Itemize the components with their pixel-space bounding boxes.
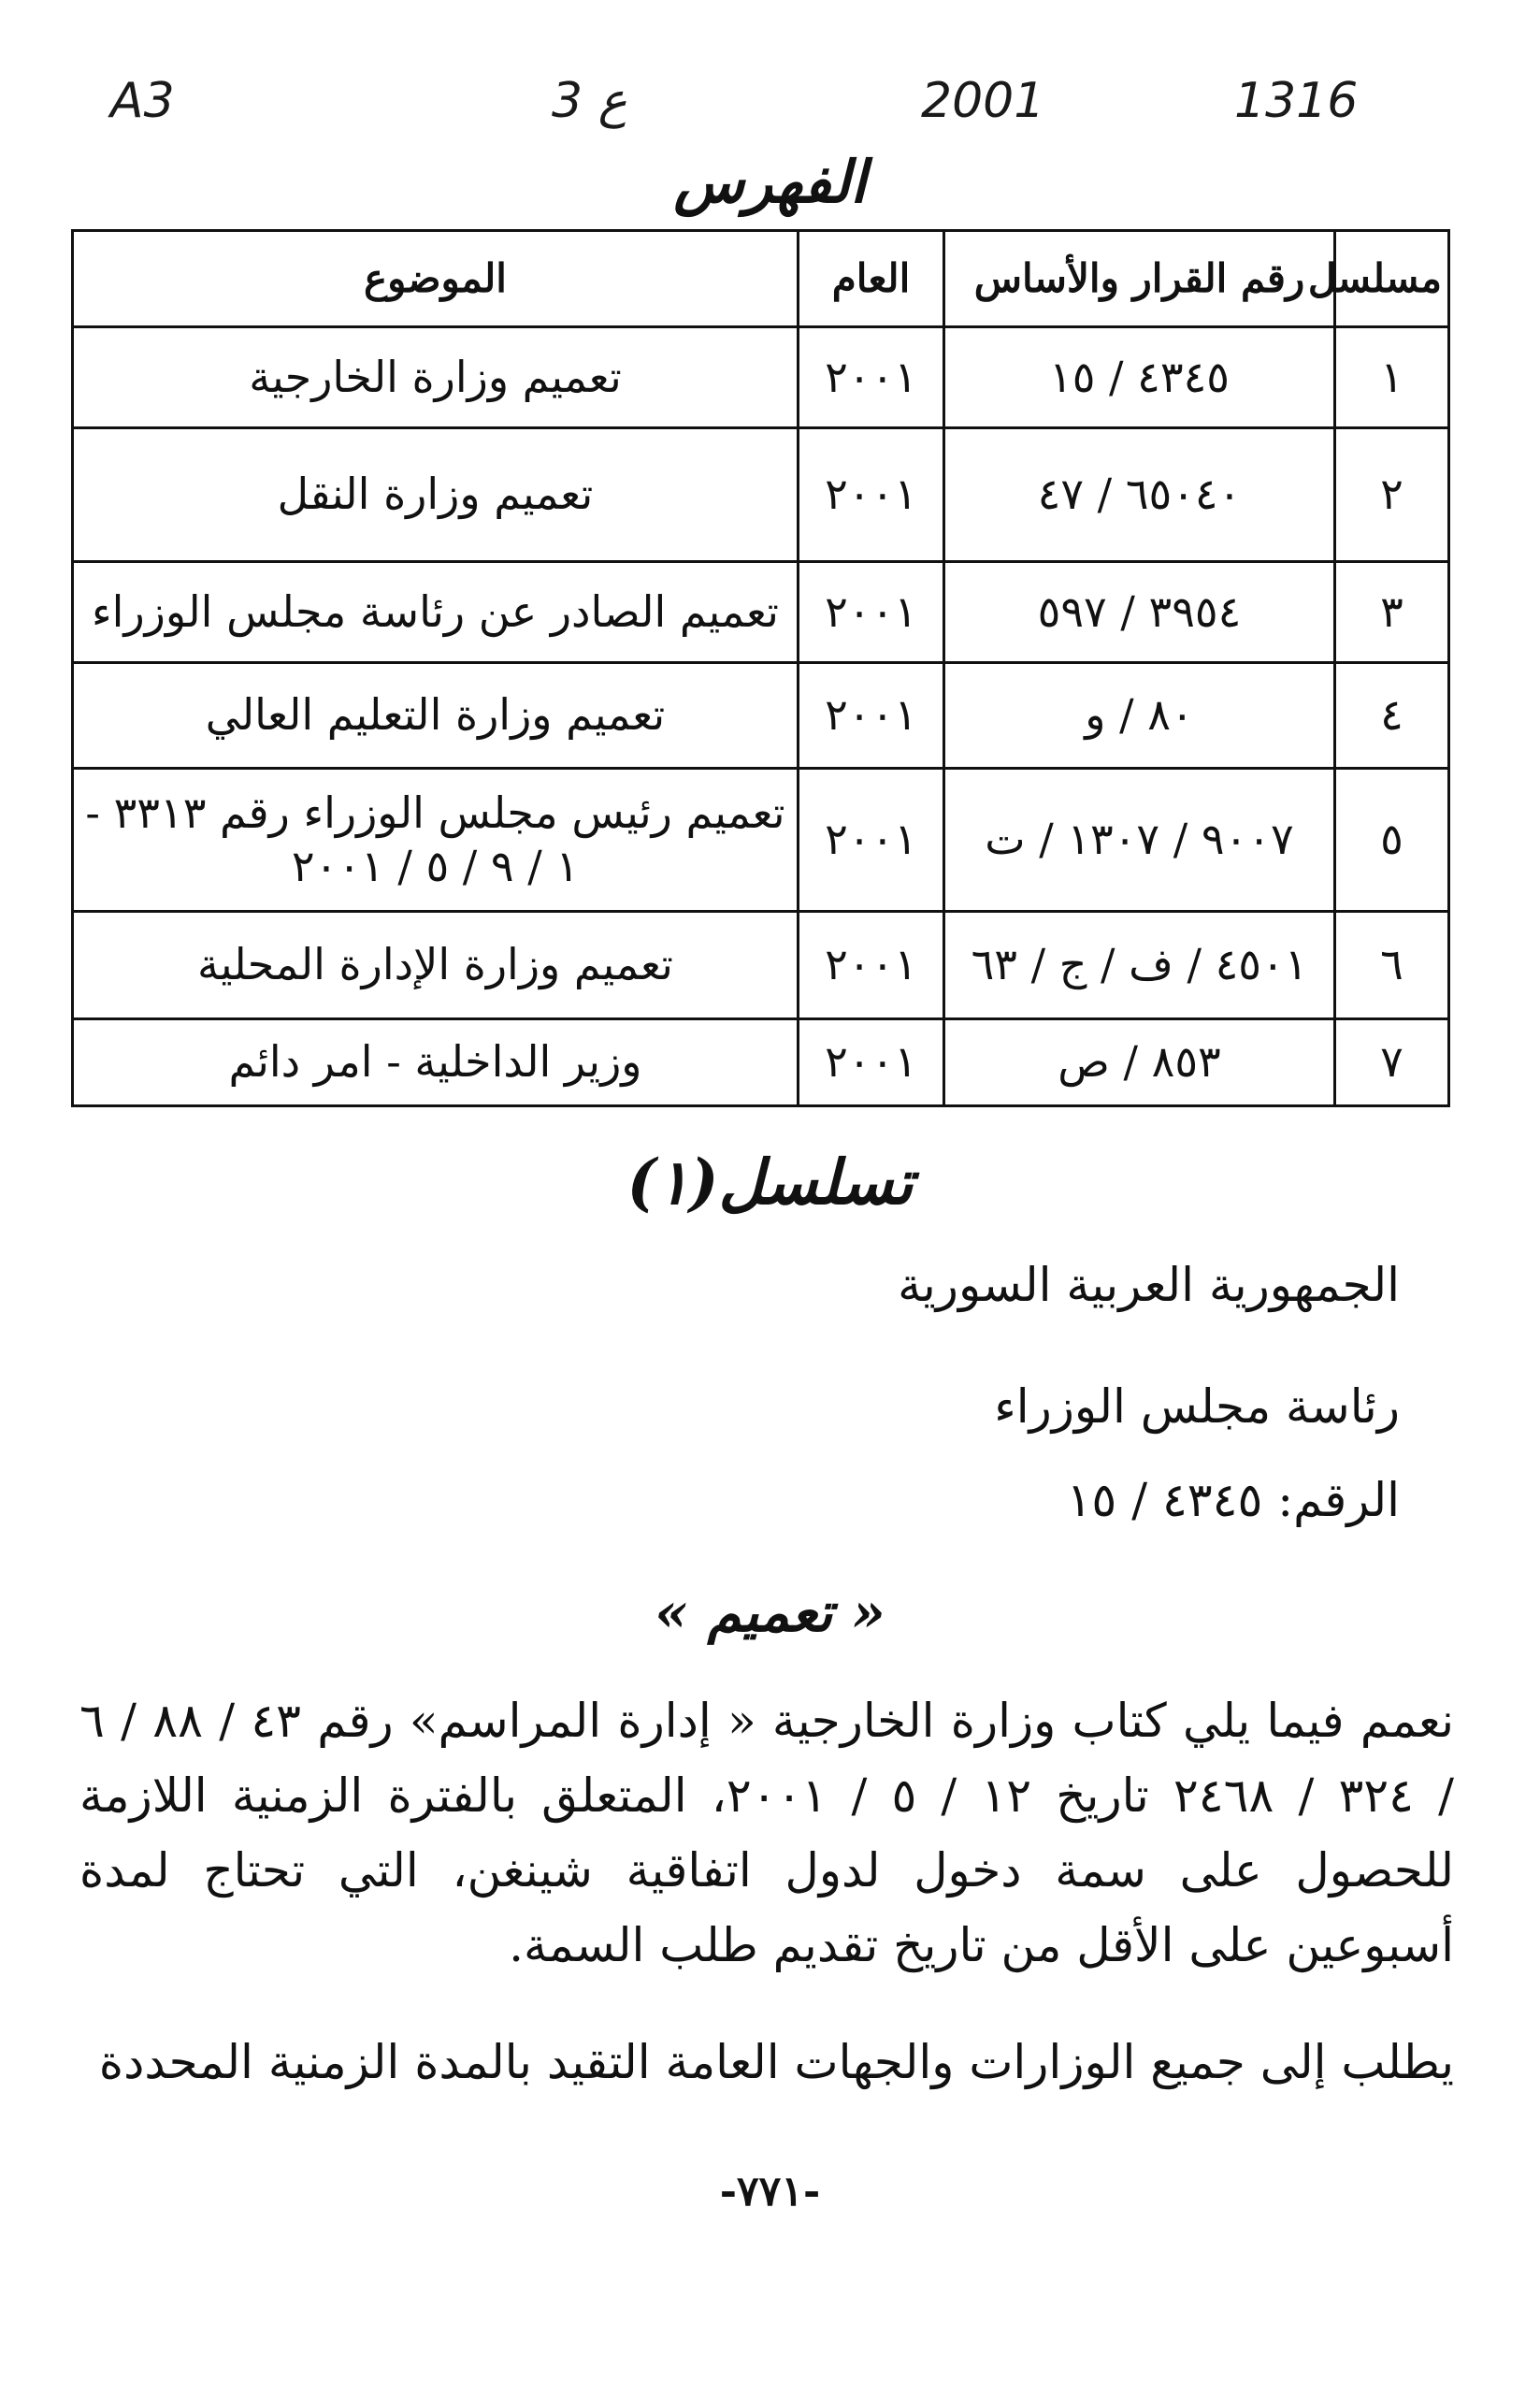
cell-number: ٤٥٠١ / ف / ج / ٦٣	[944, 912, 1335, 1019]
body-paragraph-2: يطلب إلى جميع الوزارات والجهات العامة التقيد بالمدة الزمنية المحددة	[98, 2035, 1454, 2089]
cell-year: ٢٠٠١	[799, 1019, 944, 1106]
table-row	[73, 428, 1449, 562]
cell-serial: ٤	[1335, 663, 1449, 769]
cell-year: ٢٠٠١	[799, 663, 944, 769]
letterhead-country: الجمهورية العربية السورية	[898, 1258, 1400, 1312]
cell-year: ٢٠٠١	[799, 562, 944, 663]
index-title: الفهرس	[673, 148, 867, 216]
cell-number: ٣٩٥٤ / ٥٩٧	[944, 562, 1335, 663]
cell-year: ٢٠٠١	[799, 912, 944, 1019]
cell-serial: ١	[1335, 327, 1449, 428]
cell-subject: تعميم وزارة التعليم العالي	[73, 663, 799, 769]
cell-subject: تعميم وزارة النقل	[73, 428, 799, 562]
cell-subject: تعميم رئيس مجلس الوزراء رقم ٣٣١٣ - ١ / ٩ / ٥ / ٢٠٠١	[73, 769, 799, 912]
table-row	[73, 912, 1449, 1019]
section-heading: تسلسل(١)	[626, 1146, 914, 1219]
cell-serial: ٥	[1335, 769, 1449, 912]
table-row	[73, 327, 1449, 428]
cell-year: ٢٠٠١	[799, 769, 944, 912]
table-row	[73, 769, 1449, 912]
index-table	[71, 229, 1450, 1107]
cell-number: ٤٣٤٥ / ١٥	[944, 327, 1335, 428]
letterhead-reference: الرقم: ٤٣٤٥ / ١٥	[1066, 1473, 1400, 1527]
cell-serial: ٣	[1335, 562, 1449, 663]
cell-number: ٩٠٠٧ / ١٣٠٧ / ت	[944, 769, 1335, 912]
handwritten-note-b: 3 ع	[552, 73, 627, 129]
table-header-row	[73, 231, 1449, 327]
cell-number: ٨٠ / و	[944, 663, 1335, 769]
header-serial: مسلسل	[1335, 231, 1449, 327]
cell-subject: تعميم الصادر عن رئاسة مجلس الوزراء	[73, 562, 799, 663]
page-number: -٧٧١-	[719, 2168, 821, 2215]
cell-subject: تعميم وزارة الإدارة المحلية	[73, 912, 799, 1019]
body-paragraph-1: نعمم فيما يلي كتاب وزارة الخارجية « إدارة المراسم» رقم ٤٣ / ٨٨ / ٦ / ٣٢٤ / ٢٤٦٨ تاريخ ١٢ / ٥ / ٢٠٠١، المتعلق بالفترة الزمنية اللازمة للحصول على سمة دخول لدول اتفاقية شينغن، التي تحتاج لمدة أسبوعين على الأقل من تاريخ تقديم طلب السمة.	[79, 1694, 1455, 1972]
table-row	[73, 663, 1449, 769]
handwritten-note-d: 1316	[1234, 73, 1359, 129]
cell-serial: ٧	[1335, 1019, 1449, 1106]
header-number: رقم القرار والأساس	[944, 231, 1335, 327]
cell-serial: ٢	[1335, 428, 1449, 562]
cell-number: ٨٥٣ / ص	[944, 1019, 1335, 1106]
cell-year: ٢٠٠١	[799, 327, 944, 428]
cell-year: ٢٠٠١	[799, 428, 944, 562]
table-row	[73, 1019, 1449, 1106]
circular-heading: « تعميم »	[655, 1580, 885, 1644]
cell-number: ٦٥٠٤٠ / ٤٧	[944, 428, 1335, 562]
cell-subject: تعميم وزارة الخارجية	[73, 327, 799, 428]
table-row	[73, 562, 1449, 663]
handwritten-note-c: 2001	[921, 73, 1045, 129]
header-subject: الموضوع	[73, 231, 799, 327]
handwritten-note-a: A3	[110, 73, 175, 129]
cell-serial: ٦	[1335, 912, 1449, 1019]
header-year: العام	[799, 231, 944, 327]
letterhead-office: رئاسة مجلس الوزراء	[994, 1379, 1400, 1434]
cell-subject: وزير الداخلية - امر دائم	[73, 1019, 799, 1106]
